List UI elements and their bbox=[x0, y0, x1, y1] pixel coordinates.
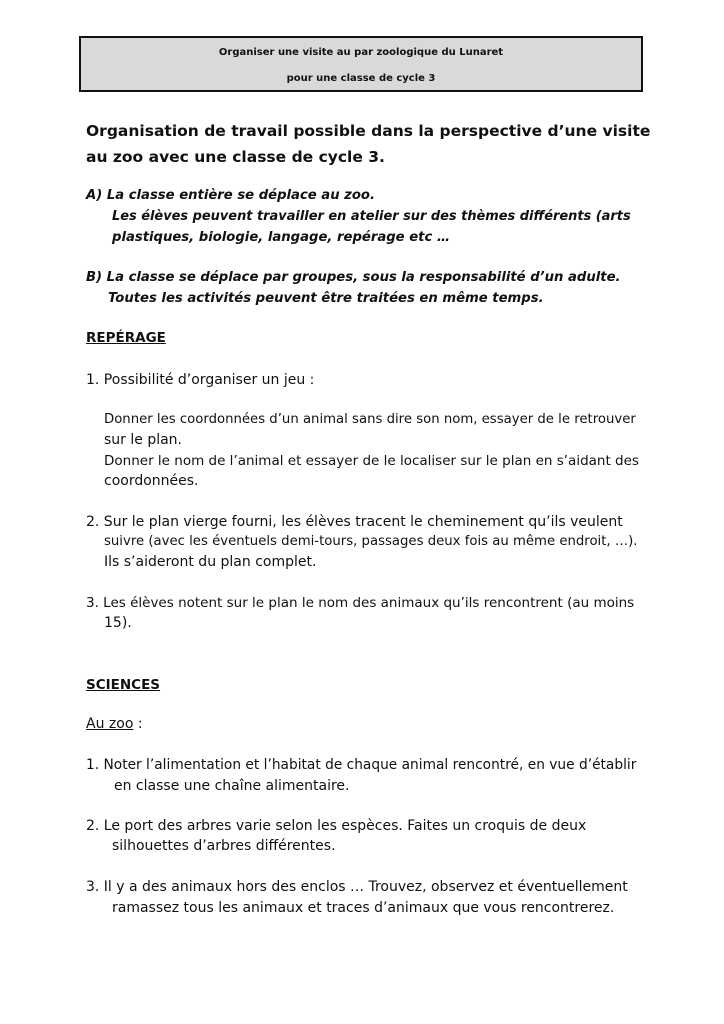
sciences-item-1-line-1: 1. Noter l’alimentation et l’habitat de chaque animal rencontré, en vue d’établir bbox=[86, 757, 637, 773]
title-line-1: Organiser une visite au par zoologique du Lunaret bbox=[218, 47, 504, 58]
option-a-line-3: plastiques, biologie, langage, repérage etc … bbox=[112, 230, 451, 245]
sciences-item-1-line-2: en classe une chaîne alimentaire. bbox=[114, 778, 350, 794]
sciences-heading: SCIENCES bbox=[86, 677, 161, 693]
reperage-item-2-line-2: suivre (avec les éventuels demi-tours, passages deux fois au même endroit, …). bbox=[104, 534, 638, 549]
reperage-item-3-line-2: 15). bbox=[104, 615, 132, 631]
sciences-subheading-suffix: : bbox=[133, 716, 143, 732]
sciences-subheading-row bbox=[86, 714, 143, 734]
title-line-2: pour une classe de cycle 3 bbox=[286, 73, 436, 84]
option-a-line-2: Les élèves peuvent travailler en atelier sur des thèmes différents (arts bbox=[112, 209, 631, 224]
sciences-item-3-line-2: ramassez tous les animaux et traces d’animaux que vous rencontrerez. bbox=[112, 900, 615, 916]
reperage-item-3-line-1: 3. Les élèves notent sur le plan le nom des animaux qu’ils rencontrent (au moins bbox=[86, 595, 635, 611]
intro-line-2: au zoo avec une classe de cycle 3. bbox=[86, 148, 385, 166]
intro-line-1: Organisation de travail possible dans la perspective d’une visite bbox=[86, 122, 651, 140]
reperage-item-1-p2-line-2: coordonnées. bbox=[104, 473, 199, 489]
sciences-item-2-line-2: silhouettes d’arbres différentes. bbox=[112, 838, 336, 854]
reperage-item-2-line-3: Ils s’aideront du plan complet. bbox=[104, 554, 317, 570]
option-a-title: A) La classe entière se déplace au zoo. bbox=[86, 188, 375, 203]
reperage-item-1-p2-line-1: Donner le nom de l’animal et essayer de le localiser sur le plan en s’aidant des bbox=[104, 453, 639, 469]
sciences-item-3-line-1: 3. Il y a des animaux hors des enclos … Trouvez, observez et éventuellement bbox=[86, 879, 628, 895]
option-b-line-2: Toutes les activités peuvent être traitées en même temps. bbox=[108, 291, 544, 306]
sciences-subheading: Au zoo bbox=[86, 716, 134, 732]
title-box bbox=[79, 36, 643, 92]
reperage-item-1-p1-line-2: sur le plan. bbox=[104, 432, 183, 448]
reperage-item-2-line-1: 2. Sur le plan vierge fourni, les élèves tracent le cheminement qu’ils veulent bbox=[86, 514, 623, 530]
reperage-heading: REPÉRAGE bbox=[86, 330, 166, 346]
reperage-item-1-p1-line-1: Donner les coordonnées d’un animal sans dire son nom, essayer de le retrouver bbox=[104, 412, 636, 427]
sciences-item-2-line-1: 2. Le port des arbres varie selon les espèces. Faites un croquis de deux bbox=[86, 818, 587, 834]
option-b-title: B) La classe se déplace par groupes, sous la responsabilité d’un adulte. bbox=[86, 270, 621, 285]
reperage-item-1-intro: 1. Possibilité d’organiser un jeu : bbox=[86, 372, 315, 388]
